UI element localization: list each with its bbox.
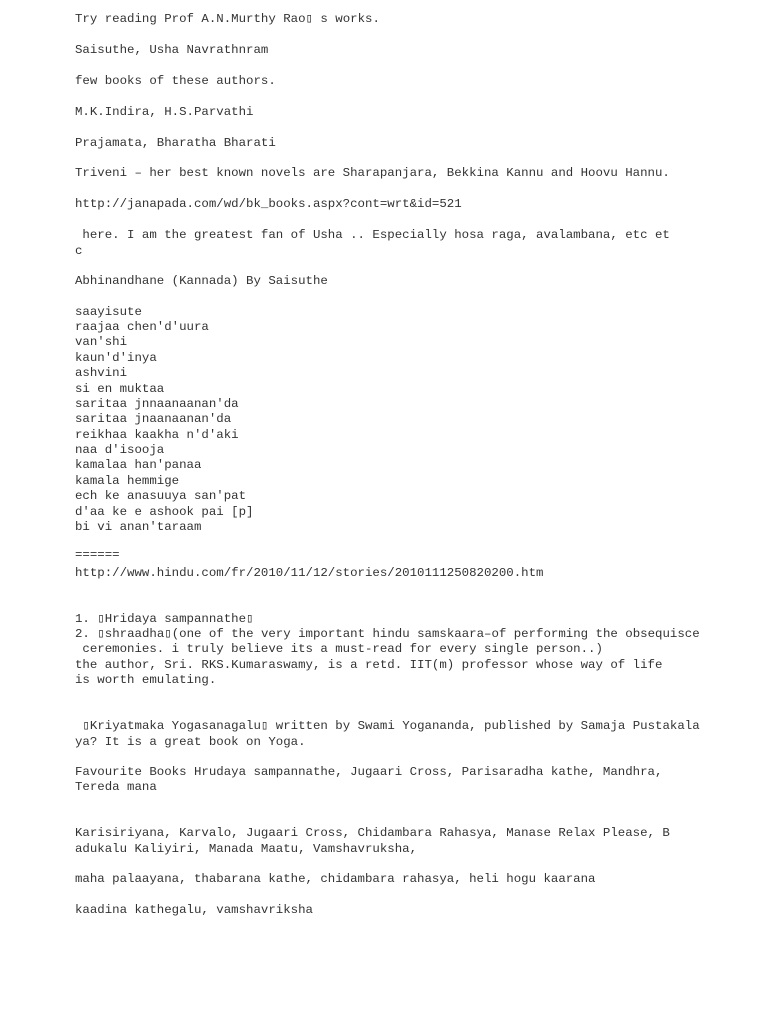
text-line: c: [75, 244, 83, 258]
text-line: here. I am the greatest fan of Usha .. Especially hosa raga, avalambana, etc et: [75, 228, 670, 242]
list-item: van'shi: [75, 335, 128, 349]
list-item: kamala hemmige: [75, 474, 180, 488]
list-item: naa d'isooja: [75, 443, 165, 457]
text-line: few books of these authors.: [75, 74, 276, 88]
list-item: ashvini: [75, 366, 128, 380]
text-line: the author, Sri. RKS.Kumaraswamy, is a retd. IIT(m) professor whose way of life: [75, 658, 663, 672]
text-line: adukalu Kaliyiri, Manada Maatu, Vamshavruksha,: [75, 842, 418, 856]
list-item: bi vi anan'taraam: [75, 520, 202, 534]
text-line: M.K.Indira, H.S.Parvathi: [75, 105, 254, 119]
link-text: http://janapada.com/wd/bk_books.aspx?cont=wrt&id=521: [75, 197, 462, 211]
list-item: raajaa chen'd'uura: [75, 320, 209, 334]
list-item: si en muktaa: [75, 382, 165, 396]
list-item: kaun'd'inya: [75, 351, 157, 365]
text-line: Triveni – her best known novels are Sharapanjara, Bekkina Kannu and Hoovu Hannu.: [75, 166, 670, 180]
text-line: ▯Kriyatmaka Yogasanagalu▯ written by Swami Yogananda, published by Samaja Pustakala: [75, 719, 700, 733]
list-item: 2. ▯shraadha▯(one of the very important hindu samskaara–of performing the obsequisce: [75, 627, 700, 641]
text-line: is worth emulating.: [75, 673, 217, 687]
text-line: ceremonies. i truly believe its a must-read for every single person..): [75, 642, 603, 656]
list-item: d'aa ke e ashook pai [p]: [75, 505, 254, 519]
text-line: maha palaayana, thabarana kathe, chidambara rahasya, heli hogu kaarana: [75, 872, 596, 886]
list-item: ech ke anasuuya san'pat: [75, 489, 247, 503]
list-item: saayisute: [75, 305, 142, 319]
text-line: kaadina kathegalu, vamshavriksha: [75, 903, 313, 917]
text-line: Prajamata, Bharatha Bharati: [75, 136, 276, 150]
text-line: Try reading Prof A.N.Murthy Rao▯ s works.: [75, 12, 380, 26]
text-line: ya? It is a great book on Yoga.: [75, 735, 306, 749]
text-line: Tereda mana: [75, 780, 157, 794]
link-text: http://www.hindu.com/fr/2010/11/12/stories/2010111250820200.htm: [75, 566, 544, 580]
separator-text: ======: [75, 548, 120, 562]
list-item: kamalaa han'panaa: [75, 458, 202, 472]
list-item: saritaa jnaanaanan'da: [75, 412, 232, 426]
text-line: Abhinandhane (Kannada) By Saisuthe: [75, 274, 328, 288]
list-item: saritaa jnnaanaanan'da: [75, 397, 239, 411]
text-line: Favourite Books Hrudaya sampannathe, Jugaari Cross, Parisaradha kathe, Mandhra,: [75, 765, 663, 779]
text-line: Karisiriyana, Karvalo, Jugaari Cross, Chidambara Rahasya, Manase Relax Please, B: [75, 826, 670, 840]
list-item: reikhaa kaakha n'd'aki: [75, 428, 239, 442]
list-item: 1. ▯Hridaya sampannathe▯: [75, 612, 254, 626]
text-line: Saisuthe, Usha Navrathnram: [75, 43, 269, 57]
